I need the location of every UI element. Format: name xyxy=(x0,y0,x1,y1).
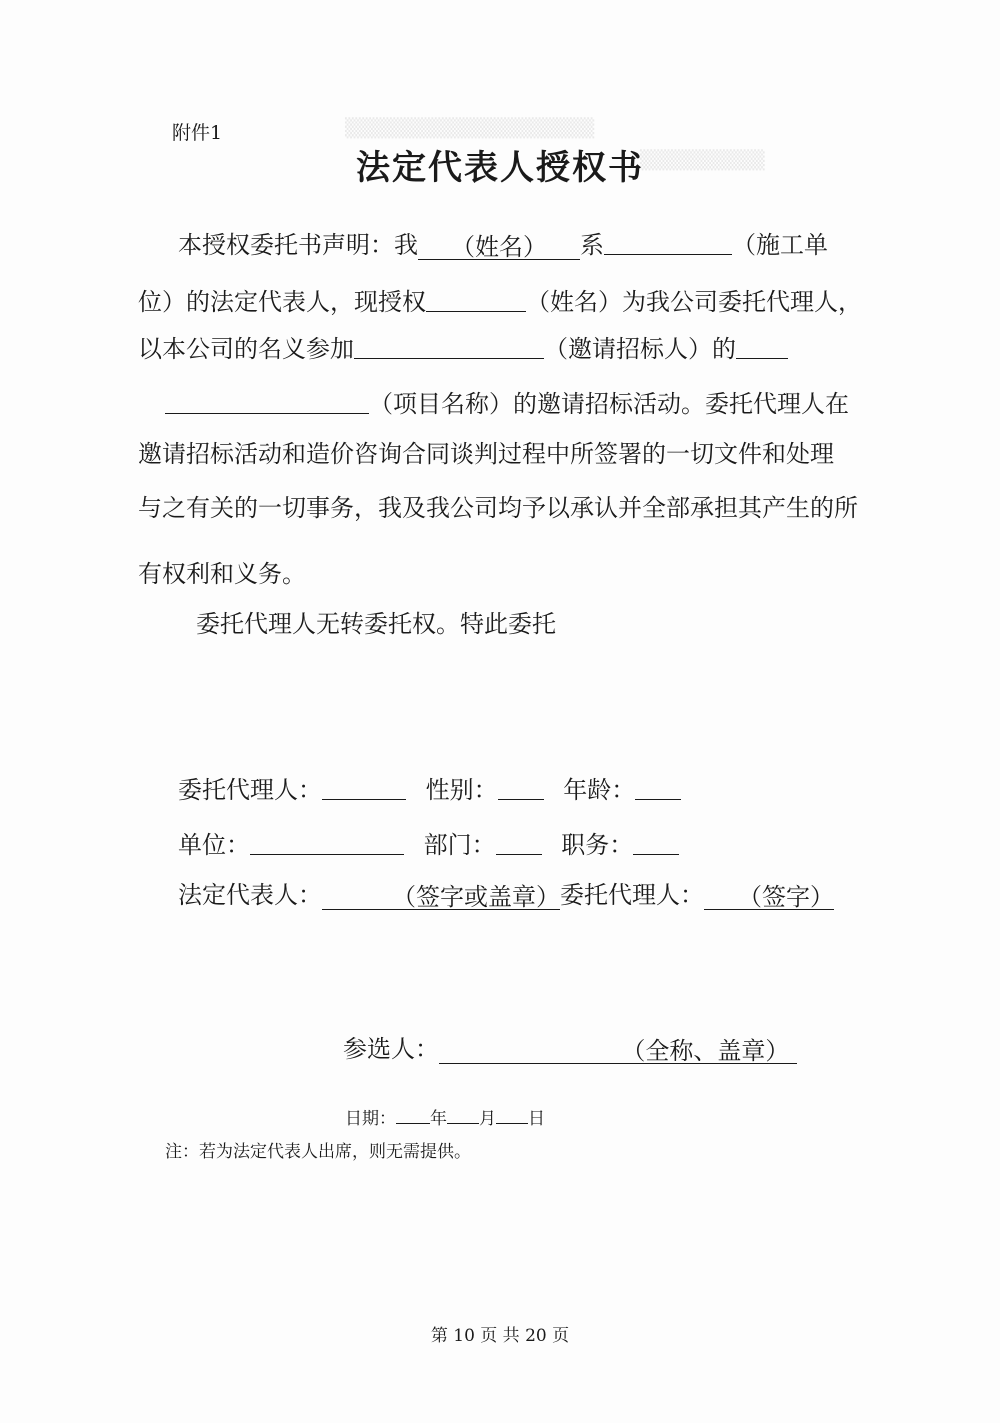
body-line-7: 有权利和义务。 xyxy=(138,560,306,588)
note: 注：若为法定代表人出席，则无需提供。 xyxy=(165,1142,471,1162)
unit-field-blank[interactable] xyxy=(250,830,404,855)
bidder-blank[interactable]: （全称、盖章） xyxy=(439,1039,797,1064)
page-footer: 第 10 页 共 20 页 xyxy=(430,1326,570,1346)
body-line-8: 委托代理人无转委托权。特此委托 xyxy=(196,610,556,638)
agent-name-blank[interactable] xyxy=(426,287,526,312)
agent-blank[interactable] xyxy=(322,775,406,800)
name-blank[interactable]: （姓名） xyxy=(418,235,580,260)
gender-blank[interactable] xyxy=(498,775,544,800)
project-name-blank[interactable] xyxy=(165,389,369,414)
date-row: 日期： 年 月 日 xyxy=(345,1109,545,1129)
age-blank[interactable] xyxy=(635,775,681,800)
dept-blank[interactable] xyxy=(496,830,542,855)
position-blank[interactable] xyxy=(633,830,679,855)
agent-signature-blank[interactable]: （签字） xyxy=(704,885,834,910)
page-title: 法定代表人授权书 xyxy=(356,148,644,188)
unit-info-row: 单位： 部门： 职务： xyxy=(178,828,679,861)
body-line-2: 位）的法定代表人，现授权 （姓名）为我公司委托代理人， xyxy=(138,288,862,316)
body-line-4: （项目名称）的邀请招标活动。委托代理人在 xyxy=(165,387,849,420)
body-line-5: 邀请招标活动和造价咨询合同谈判过程中所签署的一切文件和处理 xyxy=(138,440,834,468)
legal-rep-signature-blank[interactable]: （签字或盖章） xyxy=(322,885,560,910)
agent-info-row: 委托代理人： 性别： 年龄： xyxy=(178,773,681,806)
signature-row: 法定代表人： （签字或盖章）委托代理人： （签字） xyxy=(178,881,834,911)
month-blank[interactable] xyxy=(447,1107,479,1124)
unit-blank[interactable] xyxy=(604,230,732,255)
day-blank[interactable] xyxy=(496,1107,528,1124)
body-line-6: 与之有关的一切事务，我及我公司均予以承认并全部承担其产生的所 xyxy=(138,494,858,522)
project-blank-start[interactable] xyxy=(736,334,788,359)
bleed-through-text: ▒▒▒▒▒▒▒▒▒▒▒▒▒▒▒▒▒▒ xyxy=(345,118,595,139)
bleed-through-text: ▒▒▒▒▒▒▒▒▒ xyxy=(640,150,765,171)
year-blank[interactable] xyxy=(396,1107,430,1124)
bidder-row: 参选人： （全称、盖章） xyxy=(343,1033,797,1065)
body-line-3: 以本公司的名义参加 （邀请招标人）的 xyxy=(138,332,788,365)
attachment-label: 附件1 xyxy=(172,122,223,144)
body-line-1: 本授权委托书声明：我 （姓名） 系 （施工单 xyxy=(178,231,828,261)
tenderer-blank[interactable] xyxy=(354,334,544,359)
